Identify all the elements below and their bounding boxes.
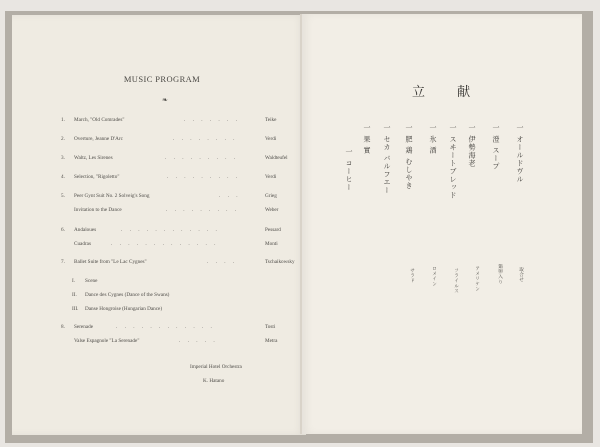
item-composer: Teike: [265, 117, 277, 123]
leader-dots: . . . . . . .: [184, 117, 240, 123]
item-title: March, "Old Comrades": [74, 117, 125, 123]
item-number: II.: [72, 292, 77, 298]
item-title: Selection, "Rigoletto": [74, 174, 120, 180]
menu-course: 一 セカ バルフエー: [383, 124, 391, 195]
menu-course: 一 氷 酒: [429, 124, 437, 155]
item-composer: Waldteufel: [265, 155, 288, 161]
menu-course: 一 果 實: [363, 124, 371, 155]
item-composer: Tschaikowsky: [265, 259, 295, 265]
leader-dots: . . . . . . . . . . . .: [121, 227, 220, 233]
ornament-icon: ❧: [162, 96, 168, 104]
menu-course: 一 スヰートブレッド: [449, 124, 457, 200]
item-composer: Verdi: [265, 136, 277, 142]
menu-course: 一 オールドヴル: [516, 124, 524, 184]
menu-note: フライルス: [453, 268, 459, 294]
item-number: 4.: [61, 174, 65, 180]
item-title: Ballet Suite from "Le Lac Cygnes": [74, 259, 147, 265]
menu-course: 一 肥 鶏 むしやき: [405, 124, 413, 190]
leader-dots: . . . . . . . . . . . . .: [111, 241, 219, 247]
menu-course: 一 コーヒー: [345, 148, 353, 192]
right-page: [301, 14, 582, 434]
music-program-heading: MUSIC PROGRAM: [123, 74, 201, 84]
item-composer: Verdi: [265, 174, 277, 180]
leader-dots: . . . . . . . . .: [167, 174, 241, 180]
item-number: 3.: [61, 155, 65, 161]
item-title: Invitation to the Dance: [74, 207, 122, 213]
item-composer: Monti: [265, 241, 278, 247]
menu-title: 立 献: [412, 85, 485, 100]
item-number: 2.: [61, 136, 65, 142]
leader-dots: . . . . . . . . .: [165, 155, 239, 161]
item-composer: Tosti: [265, 324, 276, 330]
menu-note: アメリケン: [474, 266, 480, 292]
item-number: 5.: [61, 193, 65, 199]
item-composer: Metra: [265, 338, 278, 344]
item-title: Peer Gynt Suit No. 2 Solveig's Song: [74, 193, 150, 199]
item-composer: Weber: [265, 207, 279, 213]
leader-dots: . . . . .: [179, 338, 218, 344]
menu-course: 一 伊勢海老: [468, 124, 476, 168]
item-number: 6.: [61, 227, 65, 233]
leader-dots: . . . . . . . . . . . .: [116, 324, 215, 330]
item-title: Andaloues: [74, 227, 97, 233]
item-title: Valse Espagnole "La Serenade": [74, 338, 140, 344]
item-composer: Pessard: [265, 227, 281, 233]
leader-dots: . . . . . . . . .: [166, 207, 240, 213]
item-composer: Grieg: [265, 193, 277, 199]
item-title: Cuadras: [74, 241, 91, 247]
conductor-credit: K. Hatano: [203, 378, 225, 384]
item-title: Scene: [85, 278, 98, 284]
item-title: Dance des Cygnes (Dance of the Swans): [85, 292, 170, 298]
orchestra-credit: Imperial Hotel Orchestra: [190, 364, 242, 370]
leader-dots: . . . .: [207, 259, 238, 265]
menu-note: ロメイン: [431, 266, 437, 287]
item-number: III.: [72, 306, 79, 312]
item-title: Danse Hongroise (Hungarian Dance): [85, 306, 163, 312]
item-number: I.: [72, 278, 76, 284]
page-fold: [300, 14, 302, 434]
item-number: 8.: [61, 324, 65, 330]
item-number: 7.: [61, 259, 65, 265]
menu-note: 鶏卵入り: [497, 264, 503, 285]
menu-note: 取合せ: [518, 267, 524, 283]
leader-dots: . . .: [219, 193, 241, 199]
item-title: Waltz, Les Sirenes: [74, 155, 113, 161]
item-title: Overture, Jeanne D'Arc: [74, 136, 123, 142]
menu-note: サラド: [409, 268, 415, 284]
leader-dots: . . . . . . . .: [173, 136, 238, 142]
item-title: Serenade: [74, 324, 94, 330]
menu-course: 一 澄 スープ: [492, 124, 500, 171]
item-number: 1.: [61, 117, 65, 123]
